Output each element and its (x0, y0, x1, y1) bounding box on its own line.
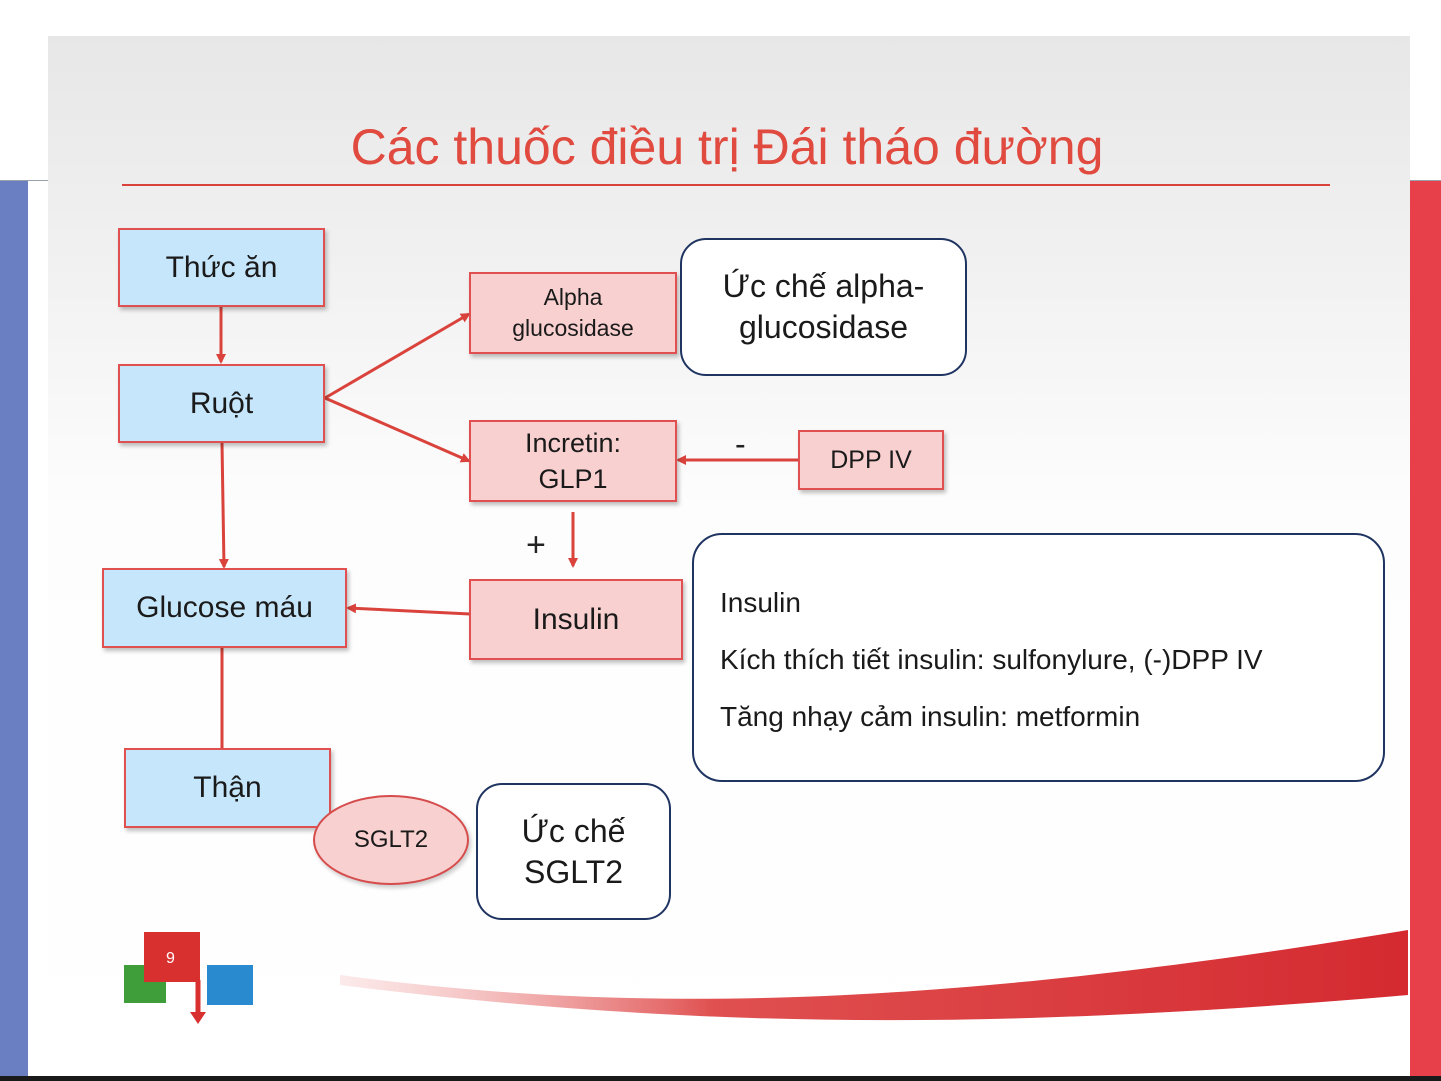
info-line-insulin: Insulin (720, 587, 801, 618)
incretin-line-2: GLP1 (538, 464, 608, 494)
page-number: 9 (166, 950, 175, 967)
uc-che-alpha-line-2: glucosidase (739, 309, 908, 345)
node-sglt2-label: SGLT2 (353, 826, 429, 853)
alpha-line-2: glucosidase (512, 315, 634, 341)
minus-sign: - (735, 426, 746, 462)
node-insulin-label: Insulin (532, 602, 620, 636)
bottom-border (0, 1076, 1441, 1081)
node-thuc-an-label: Thức ăn (165, 250, 278, 284)
uc-che-sglt2-line-2: SGLT2 (524, 853, 623, 890)
logo-icon (122, 930, 257, 1025)
info-line-tang-nhay-cam: Tăng nhạy cảm insulin: metformin (720, 701, 1141, 732)
node-dpp-iv-label: DPP IV (830, 445, 912, 474)
node-than-label: Thận (193, 771, 262, 804)
info-line-kich-thich: Kích thích tiết insulin: sulfonylure, (-)DPP IV (720, 644, 1263, 675)
slide-title: Các thuốc điều trị Đái tháo đường (350, 119, 1104, 175)
incretin-line-1: Incretin: (524, 428, 622, 458)
plus-sign: + (526, 526, 546, 564)
node-glucose-mau-label: Glucose máu (136, 591, 313, 624)
uc-che-alpha-line-1: Ức chế alpha- (722, 268, 925, 304)
node-ruot-label: Ruột (189, 386, 254, 420)
uc-che-sglt2-line-1: Ức chế (521, 812, 626, 849)
alpha-line-1: Alpha (543, 284, 603, 310)
